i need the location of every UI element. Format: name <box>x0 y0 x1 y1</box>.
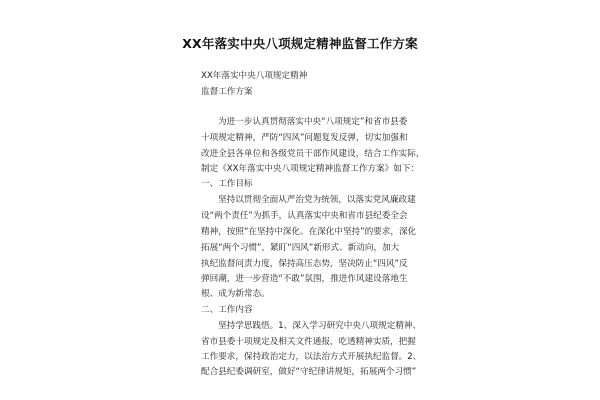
subtitle-line-1: XX年落实中央八项规定精神 <box>201 71 308 81</box>
body-line: 配合县纪委调研室，做好“守纪律讲规矩，拓展两个习惯” <box>201 367 417 377</box>
body-line: 拓展“两个习惯”，紧盯“四风”新形式、新动向，加大 <box>201 243 400 253</box>
body-line: 弹回潮，进一步营造“不敢”氛围，推进作风建设落地生 <box>201 274 408 284</box>
body-line: 精神，按照“在坚持中深化、在深化中坚持”的要求，深化 <box>201 227 417 237</box>
body-line: 省市县委十项规定及相关文件通报，吃透精神实质，把握 <box>201 337 416 347</box>
body-line: 改进全县各单位和各级党员干部作风建设，结合工作实际， <box>201 149 425 159</box>
body-line: 十项规定精神，严防“四风”问题复发反弹，切实加强和 <box>201 133 408 143</box>
body-line: 设“两个责任”为抓手，认真落实中央和省市县纪委全会 <box>201 211 408 221</box>
body-line: 坚持以贯彻全面从严治党为统领，以落实党风廉政建 <box>218 195 416 205</box>
section-heading: 二、工作内容 <box>201 305 253 315</box>
body-line: 工作要求，保持政治定力，以法治方式开展执纪监督。2、 <box>201 352 422 362</box>
subtitle-line-2: 监督工作方案 <box>201 87 253 97</box>
body-line: 坚持学思践悟。1、深入学习研究中央八项规定精神、 <box>218 321 422 331</box>
document-title: XX年落实中央八项规定精神监督工作方案 <box>182 36 418 51</box>
body-line: 制定《XX年落实中央八项规定精神监督工作方案》如下： <box>201 164 420 174</box>
section-heading: 一、工作目标 <box>201 179 253 189</box>
body-line: 执纪监督问责力度，保持高压态势，坚决防止“四风”反 <box>201 259 408 269</box>
body-line: 根、成为新常态。 <box>201 289 270 299</box>
body-line: 为进一步认真贯彻落实中央“八项规定”和省市县委 <box>218 117 408 127</box>
